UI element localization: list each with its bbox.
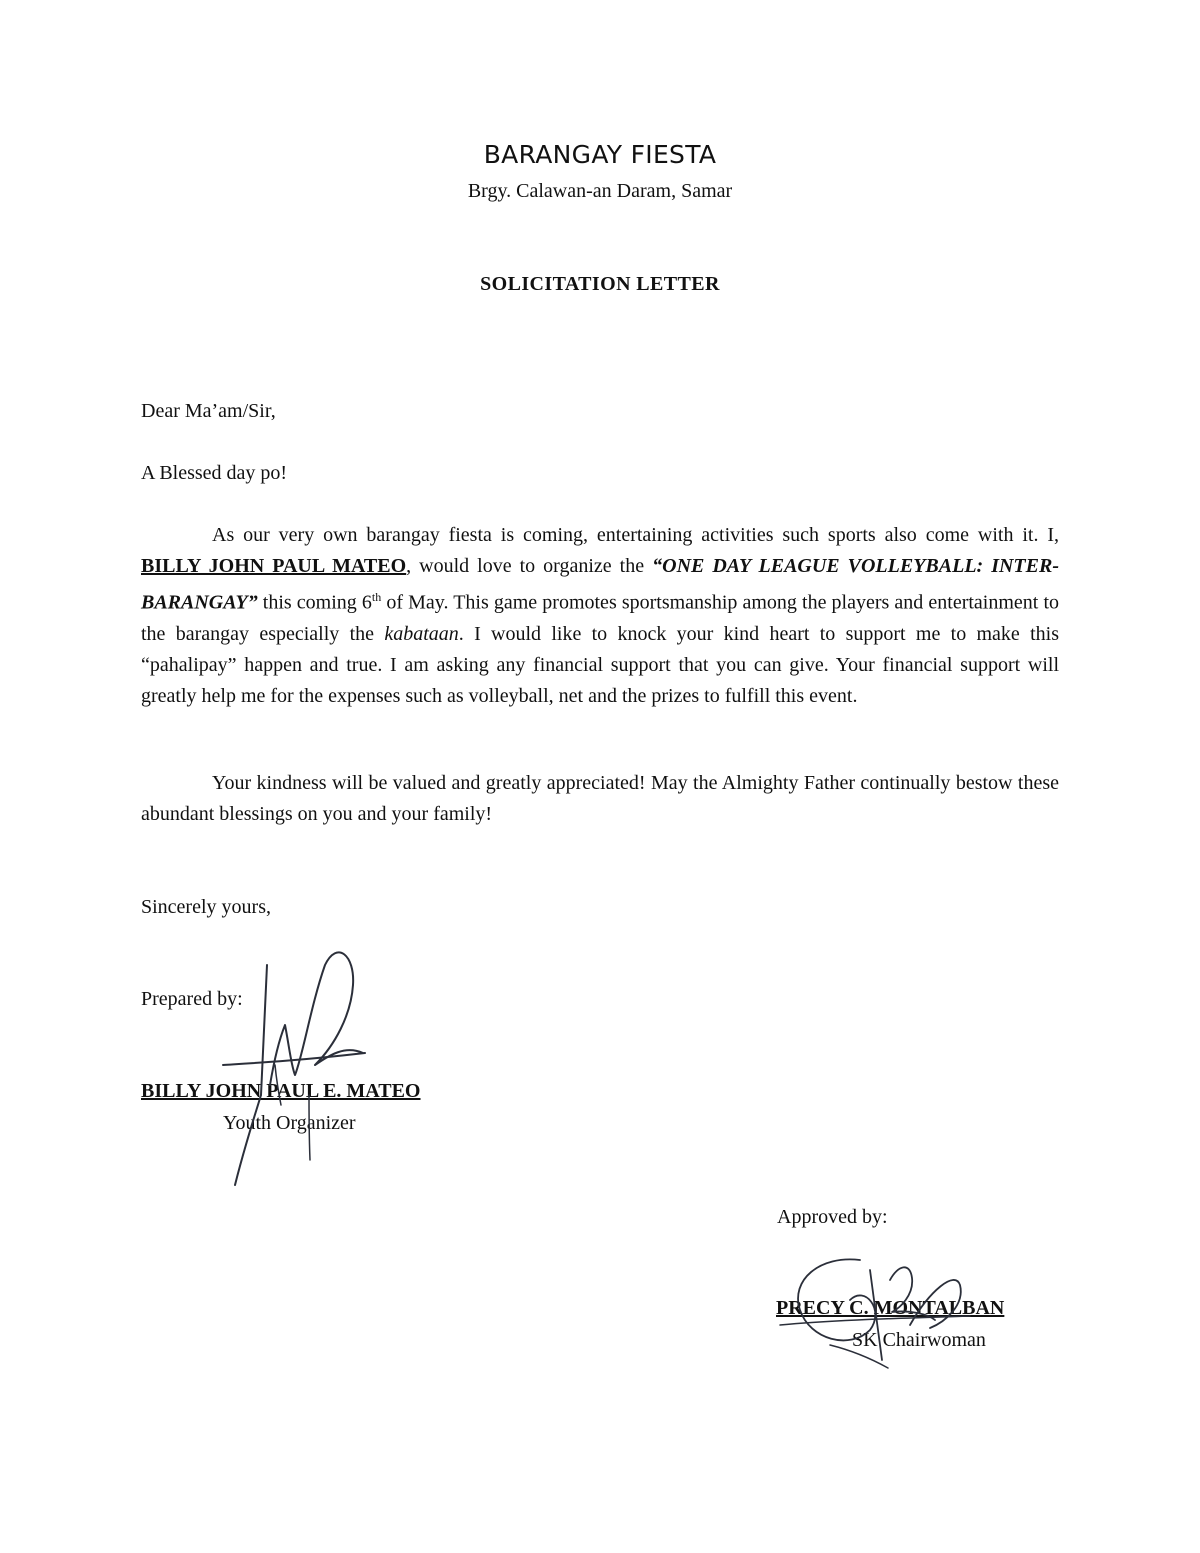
p1-text-1: As our very own barangay fiesta is coming, entertaining activities such sports also come with it. I,: [212, 524, 1059, 546]
approved-by-label: Approved by:: [777, 1206, 888, 1228]
kabataan-word: kabataan: [384, 622, 459, 645]
approver-signature: [770, 1250, 1000, 1380]
approver-name: PRECY C. MONTALBAN: [776, 1297, 1005, 1319]
p1-text-4: of May. This game promotes sportsmanship among the players and entertainment to the barangay especially the: [141, 591, 1059, 645]
prepared-by-label: Prepared by:: [141, 988, 243, 1010]
body-paragraph-2: Your kindness will be valued and greatly appreciated! May the Almighty Father continually bestow these abundant blessings on you and your family!: [141, 772, 1059, 825]
event-name: “ONE DAY LEAGUE VOLLEYBALL: INTER-BARANGAY”: [141, 555, 1059, 614]
letter-title: BARANGAY FIESTA: [483, 140, 717, 169]
preparer-signature: [215, 945, 375, 1195]
letter-address: Brgy. Calawan-an Daram, Samar: [467, 180, 733, 202]
preparer-name: BILLY JOHN PAUL E. MATEO: [141, 1080, 421, 1102]
greeting: A Blessed day po!: [141, 462, 288, 484]
closing: Sincerely yours,: [141, 896, 271, 918]
organizer-name: BILLY JOHN PAUL MATEO: [141, 555, 407, 577]
preparer-role: Youth Organizer: [223, 1112, 356, 1134]
p1-text-5: . I would like to knock your kind heart to support me to make this “pahalipay” happen and true. I am asking any financial support that you can give. Your financial support will greatly help me for the expenses such as volleyball, net and the prizes to fulfill this event.: [141, 622, 1059, 707]
ordinal-suffix: th: [371, 590, 382, 604]
salutation: Dear Ma’am/Sir,: [141, 400, 276, 422]
p1-text-2: , would love to organize the: [406, 555, 653, 577]
p1-text-3: this coming 6: [257, 591, 372, 614]
approver-role: SK Chairwoman: [852, 1329, 986, 1351]
body-paragraph-1: [141, 520, 1059, 712]
letter-heading: SOLICITATION LETTER: [480, 273, 720, 295]
